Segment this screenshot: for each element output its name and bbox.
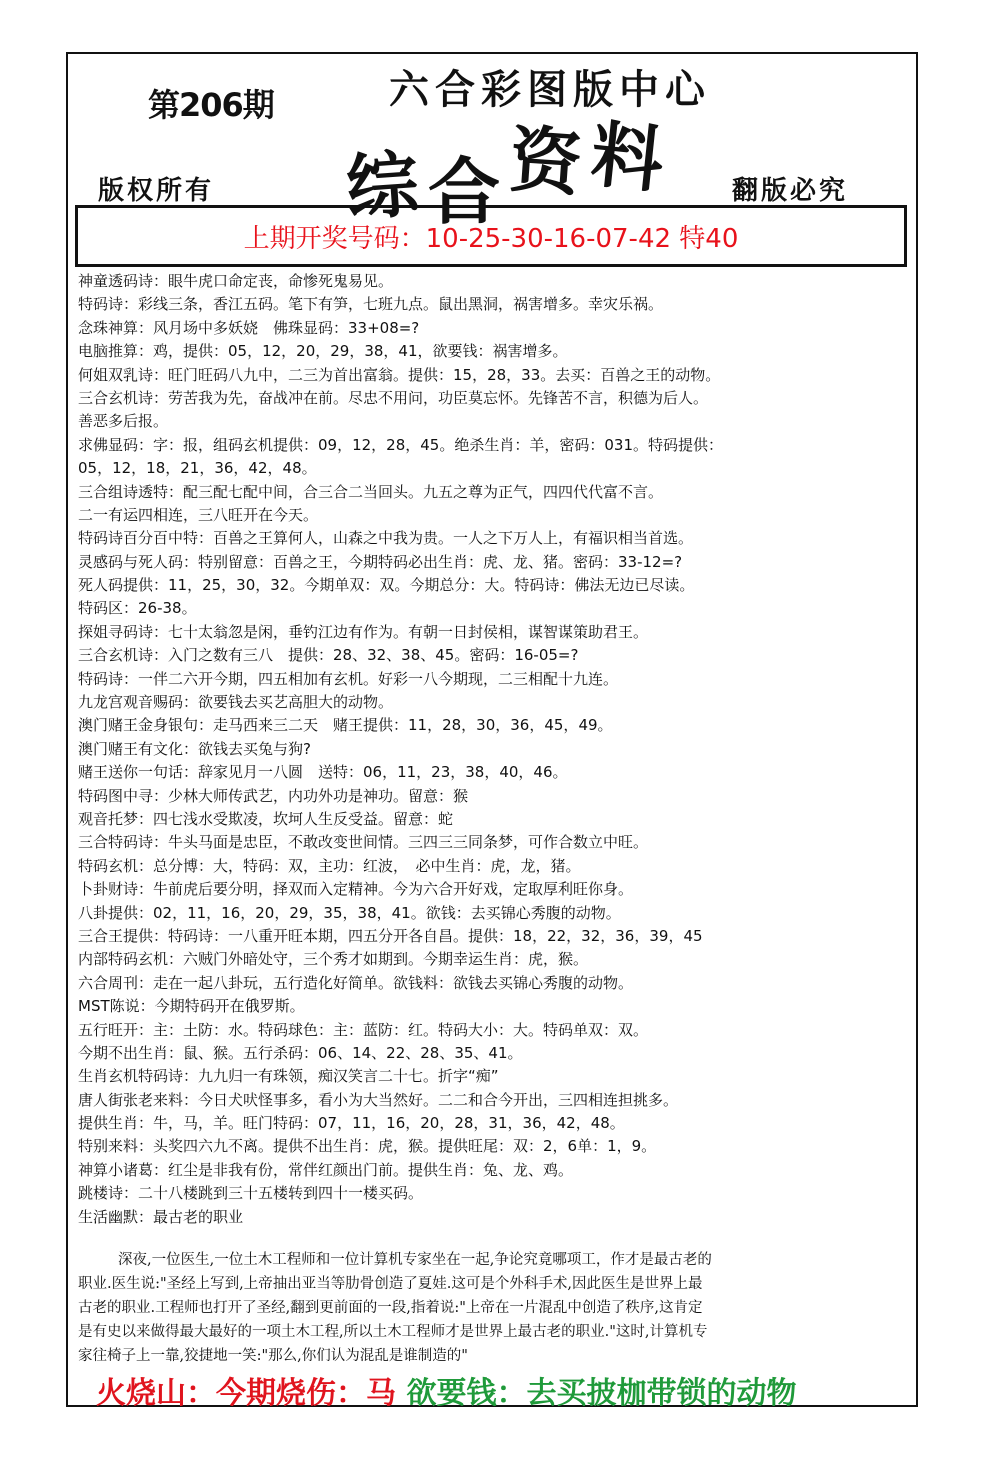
big-title [300, 110, 720, 234]
story-line: 家往椅子上一靠,狡捷地一笑:"那么,你们认为混乱是谁制造的" [78, 1348, 468, 1364]
info-line: 三合玄机诗：劳苦我为先，奋战冲在前。尽忠不用问，功臣莫忘怀。先锋苦不言，积德为后人。 [78, 388, 709, 407]
info-line: 二一有运四相连，三八旺开在今天。 [78, 505, 319, 524]
info-line: 善恶多后报。 [78, 412, 169, 431]
info-line: 特别来料：头奖四六九不离。提供不出生肖：虎，猴。提供旺尾：双：2，6单：1，9。 [78, 1137, 657, 1156]
info-line: 特码诗：一伴二六开今期，四五相加有玄机。好彩一八今期现，二三相配十九连。 [78, 669, 619, 688]
info-line: 死人码提供：11，25，30，32。今期单双：双。今期总分：大。特码诗：佛法无边已尽读。 [78, 576, 695, 595]
info-line: 唐人街张老来料：今日犬吠怪事多，看小为大当然好。二二和合今开出，三四相连担挑多。 [78, 1090, 679, 1109]
last-draw-box [75, 205, 907, 267]
humor-story [78, 1248, 908, 1368]
info-line: 灵感码与死人码：特别留意：百兽之王，今期特码必出生肖：虎、龙、猪。密码：33-12=? [78, 552, 683, 571]
story-line: 职业.医生说:"圣经上写到,上帝抽出亚当等肋骨创造了夏娃.这可是个外科手术,因此医生是世界上最 [78, 1276, 703, 1292]
story-line: 古老的职业.工程师也打开了圣经,翻到更前面的一段,指着说:"上帝在一片混乱中创造了秩序,这肯定 [78, 1300, 703, 1316]
info-line: 三合组诗透特：配三配七配中间，合三合二当回头。九五之尊为正气，四四代代富不言。 [78, 482, 664, 501]
big-title-char: 合 [427, 149, 510, 234]
issue-number: 第206期 [148, 86, 274, 124]
info-line: 电脑推算：鸡，提供：05，12，20，29，38，41，欲要钱：祸害增多。 [78, 342, 568, 361]
info-line: 特码区：26-38。 [78, 599, 197, 618]
info-lines [78, 270, 908, 1229]
center-title: 六合彩图版中心 [389, 66, 711, 113]
info-line: 何姐双乳诗：旺门旺码八九中，二三为首出富翁。提供：15，28，33。去买：百兽之王的动物。 [78, 365, 721, 384]
info-line: 生肖玄机特码诗：九九归一有珠领，痴汉笑言二十七。折字“痴” [78, 1067, 499, 1086]
bottom-banner [96, 1368, 796, 1412]
big-title-char: 综 [343, 140, 432, 231]
copyright-right: 翻版必究 [732, 176, 849, 206]
info-line: 澳门赌王金身银句：走马西来三二天 赌王提供：11，28，30，36，45，49。 [78, 716, 613, 735]
info-line: MST陈说：今期特码开在俄罗斯。 [78, 997, 305, 1016]
info-line: 三合特码诗：牛头马面是忠臣，不敢改变世间情。三四三三同条梦，可作合数立中旺。 [78, 833, 649, 852]
info-line: 卜卦财诗：牛前虎后要分明，择双而入定精神。今为六合开好戏，定取厚利旺你身。 [78, 880, 634, 899]
info-line: 三合玄机诗：入门之数有三八 提供：28、32、38、45。密码：16-05=? [78, 646, 579, 665]
info-line: 神算小诸葛：红尘是非我有份，常伴红颜出门前。提供生肖：兔、龙、鸡。 [78, 1160, 574, 1179]
info-line: 五行旺开：主：土防：水。特码球色：主：蓝防：红。特码大小：大。特码单双：双。 [78, 1020, 649, 1039]
info-line: 观音托梦：四七浅水受欺凌，坎坷人生反受益。留意：蛇 [78, 809, 454, 828]
story-line: 深夜,一位医生,一位土木工程师和一位计算机专家坐在一起,争论究竟哪项工，作才是最古老的 [118, 1252, 712, 1268]
info-line: 三合王提供：特码诗：一八重开旺本期，四五分开各自昌。提供：18，22，32，36，39，45 [78, 926, 703, 945]
info-line: 求佛显码：字：报，组码玄机提供：09，12，28，45。绝杀生肖：羊，密码：031。特码提供： [78, 435, 723, 454]
copyright-left: 版权所有 [98, 176, 215, 206]
info-line: 探姐寻码诗：七十太翁忽是闲，垂钓江边有作为。有朝一日封侯相，谋智谋策助君王。 [78, 622, 649, 641]
info-line: 特码图中寻：少林大师传武艺，内功外功是神功。留意：猴 [78, 786, 469, 805]
bottom-banner-red: 火烧山：今期烧伤：马 [96, 1376, 396, 1411]
info-line: 特码诗百分百中特：百兽之王算何人，山森之中我为贵。一人之下万人上，有福识相当首选。 [78, 529, 694, 548]
info-line: 特码诗：彩线三条，香江五码。笔下有笋，七班九点。鼠出黑洞，祸害增多。幸灾乐祸。 [78, 295, 664, 314]
info-line: 念珠神算：风月场中多妖娆 佛珠显码：33+08=? [78, 318, 420, 337]
info-line: 六合周刊：走在一起八卦玩，五行造化好简单。欲钱料：欲钱去买锦心秀腹的动物。 [78, 973, 634, 992]
last-draw-text: 上期开奖号码：10-25-30-16-07-42 特40 [243, 223, 739, 254]
info-line: 澳门赌王有文化：欲钱去买兔与狗? [78, 739, 311, 758]
info-line: 生活幽默：最古老的职业 [78, 1207, 244, 1226]
info-line: 特码玄机：总分博：大，特码：双，主功：红波， 必中生肖：虎，龙，猪。 [78, 856, 581, 875]
info-line: 提供生肖：牛，马，羊。旺门特码：07，11，16，20，28，31，36，42，48。 [78, 1114, 625, 1133]
info-line: 今期不出生肖：鼠、猴。五行杀码：06、14、22、28、35、41。 [78, 1043, 523, 1062]
big-title-char: 资 [506, 116, 595, 207]
bottom-banner-green: 欲要钱：去买披枷带锁的动物 [406, 1376, 797, 1411]
info-line: 05，12，18，21，36，42，48。 [78, 459, 317, 478]
story-line: 是有史以来做得最大最好的一项土木工程,所以土木工程师才是世界上最古老的职业."这时,计算机专 [78, 1324, 708, 1340]
big-title-char: 料 [587, 110, 678, 205]
info-line: 跳楼诗：二十八楼跳到三十五楼转到四十一楼买码。 [78, 1184, 424, 1203]
info-line: 九龙宫观音赐码：欲要钱去买艺高胆大的动物。 [78, 693, 394, 712]
info-line: 赌王送你一句话：辞家见月一八圆 送特：06，11，23，38，40，46。 [78, 763, 568, 782]
info-line: 内部特码玄机：六贼门外暗处守，三个秀才如期到。今期幸运生肖：虎，猴。 [78, 950, 589, 969]
info-line: 八卦提供：02，11，16，20，29，35，38，41。欲钱：去买锦心秀腹的动物。 [78, 903, 621, 922]
info-line: 神童透码诗：眼牛虎口命定丧，命惨死鬼易见。 [78, 272, 394, 290]
